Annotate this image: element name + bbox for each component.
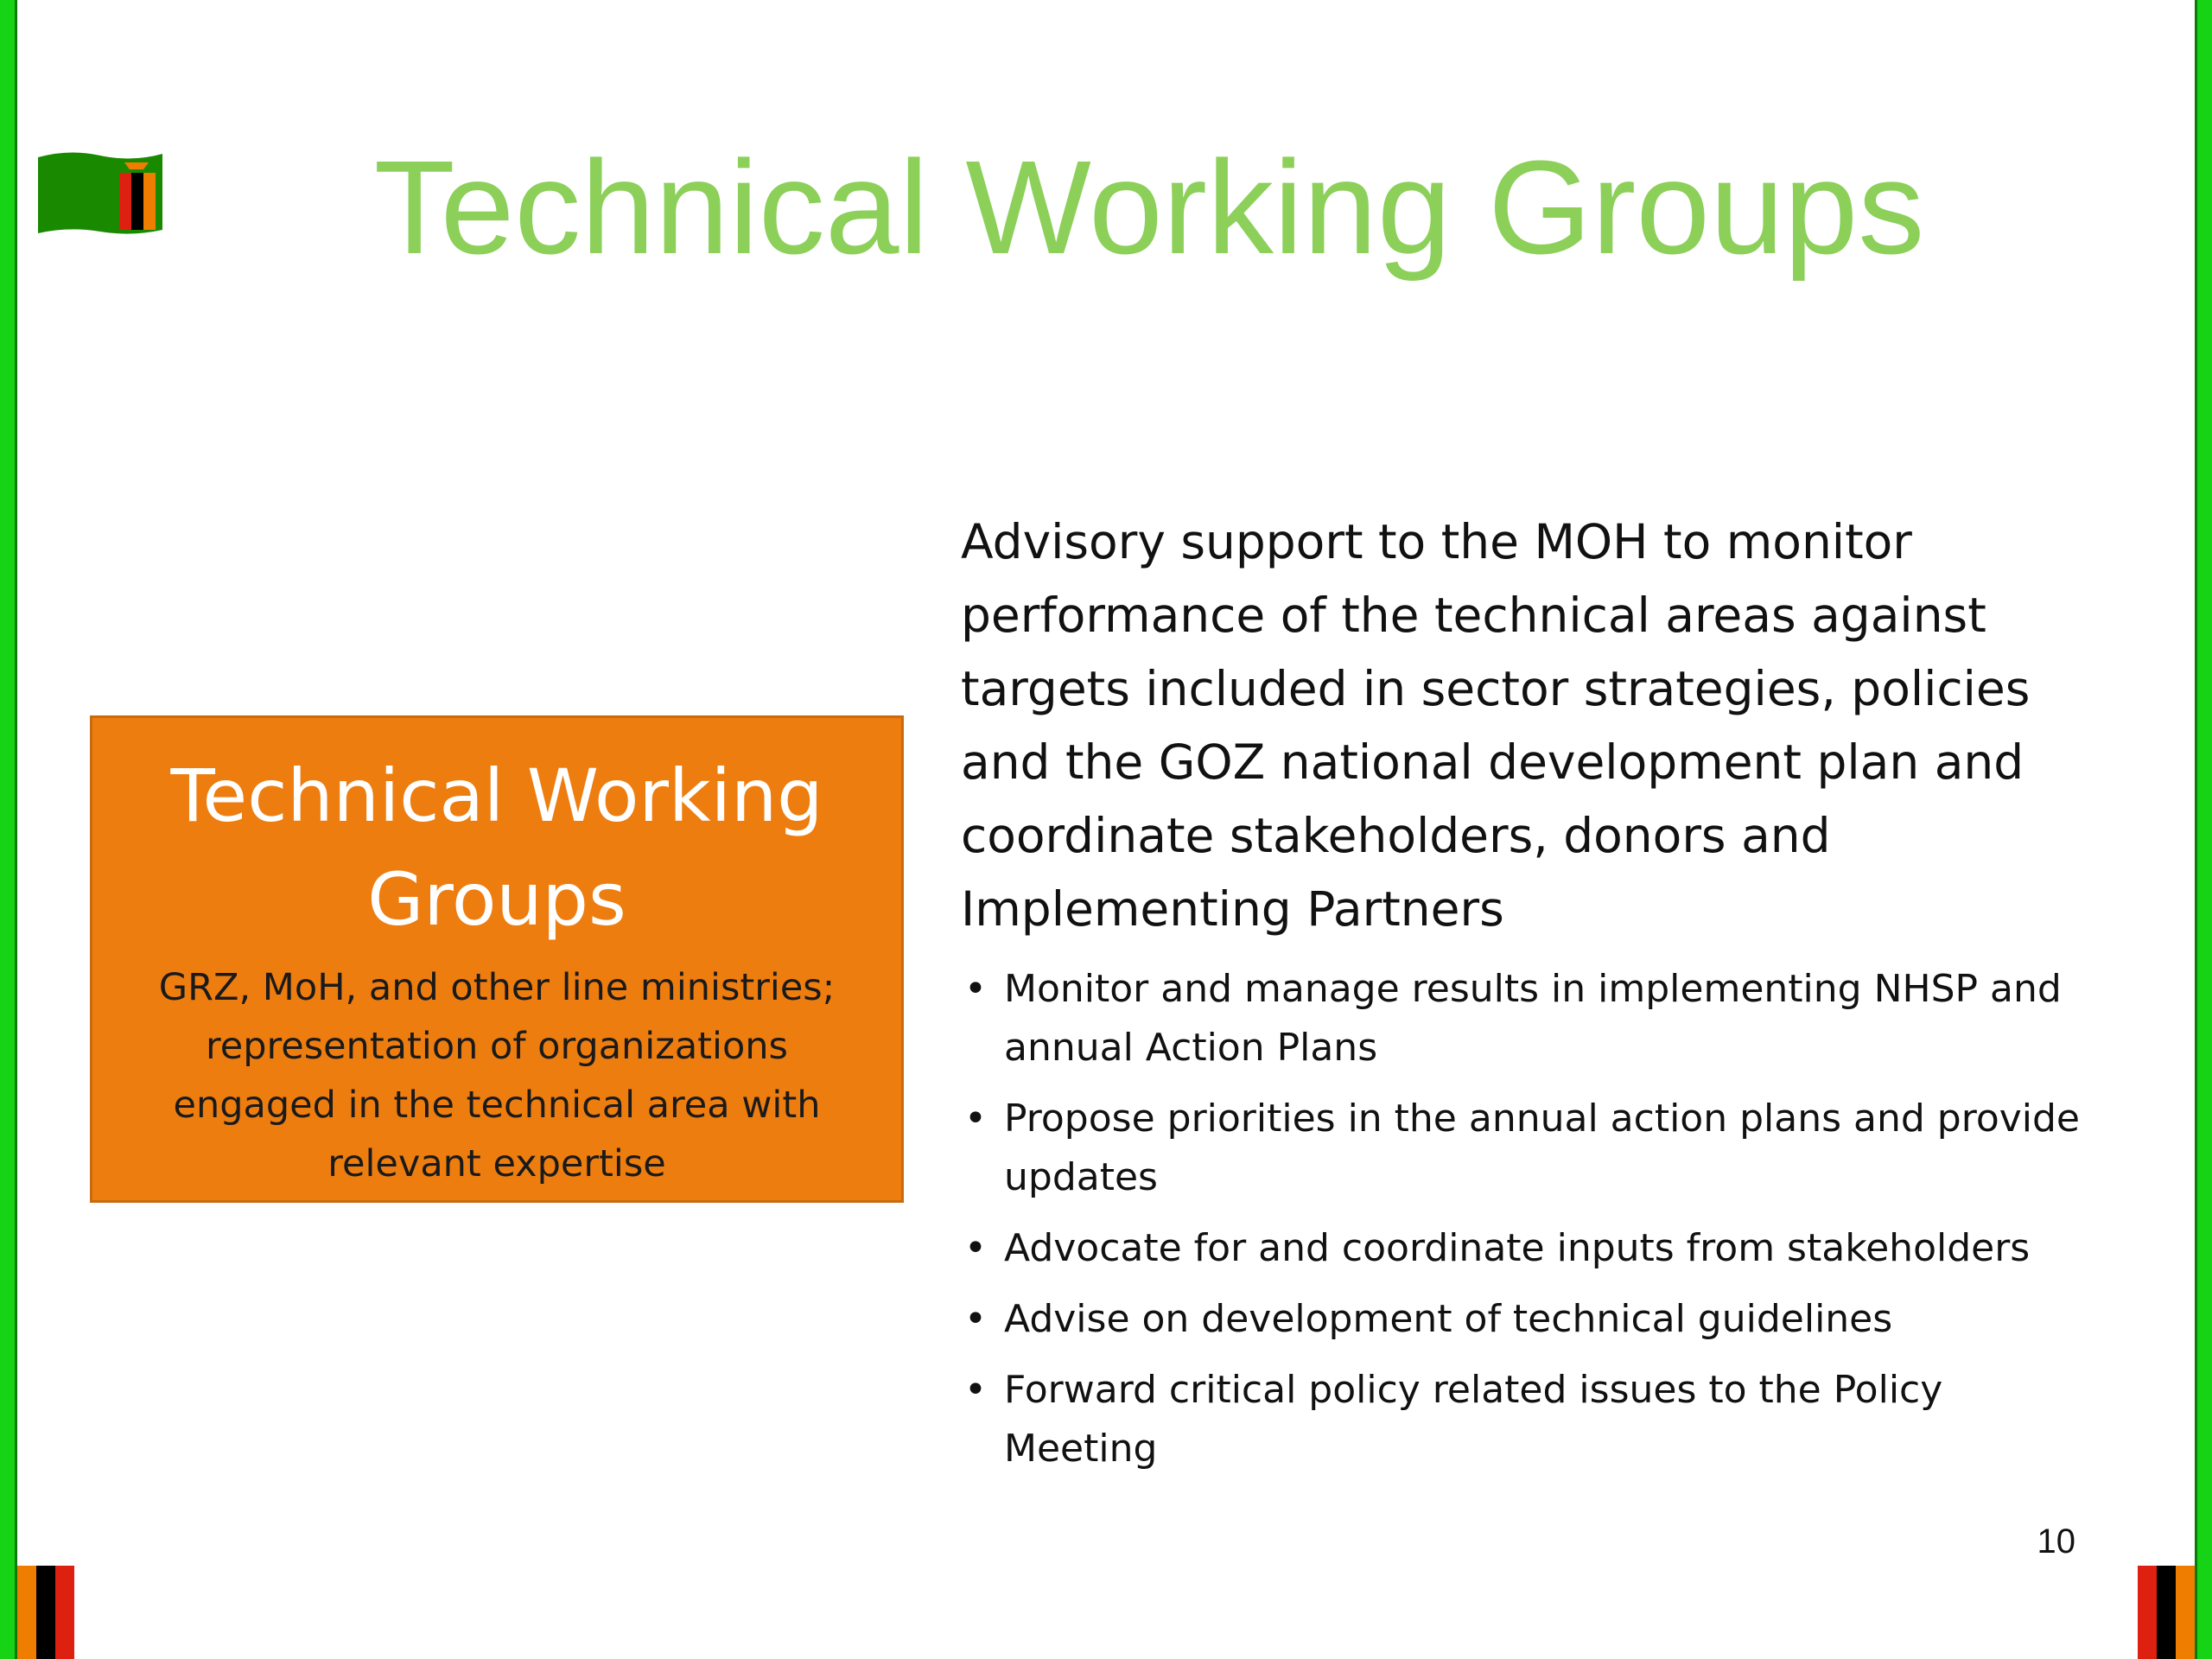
lead-paragraph: Advisory support to the MOH to monitor performance of the technical areas against targets included in sector strategies, policies and the GOZ national development plan and coordinate stakeholders, donors and Implementing Partners <box>961 514 2031 937</box>
box-title: Technical Working Groups <box>170 753 823 942</box>
bullet-dot-icon: • <box>964 967 987 1011</box>
content-column <box>961 505 2084 1491</box>
bullet-dot-icon: • <box>964 1096 987 1141</box>
twg-summary-box <box>90 715 904 1203</box>
left-flag-stripe <box>17 1566 74 1659</box>
bullet-item: • Advise on development of technical guidelines <box>961 1290 2084 1349</box>
page-number: 10 <box>2037 1522 2075 1560</box>
right-border-bar <box>2195 0 2212 1659</box>
slide-title: Technical Working Groups <box>373 133 1925 282</box>
bullet-item: • Forward critical policy related issues to the Policy Meeting <box>961 1361 2084 1478</box>
bullet-list <box>961 960 2084 1478</box>
zambia-flag-icon <box>38 147 162 237</box>
bullet-dot-icon: • <box>964 1297 987 1341</box>
box-description: GRZ, MoH, and other line ministries; representation of organizations engaged in the technical area with relevant expertise <box>158 966 836 1185</box>
left-border-bar <box>0 0 17 1659</box>
bullet-item: • Advocate for and coordinate inputs from stakeholders <box>961 1219 2084 1278</box>
bullet-dot-icon: • <box>964 1368 987 1412</box>
bullet-item: • Monitor and manage results in implementing NHSP and annual Action Plans <box>961 960 2084 1077</box>
bullet-item: • Propose priorities in the annual action plans and provide updates <box>961 1090 2084 1207</box>
right-flag-stripe <box>2138 1566 2195 1659</box>
bullet-dot-icon: • <box>964 1226 987 1270</box>
